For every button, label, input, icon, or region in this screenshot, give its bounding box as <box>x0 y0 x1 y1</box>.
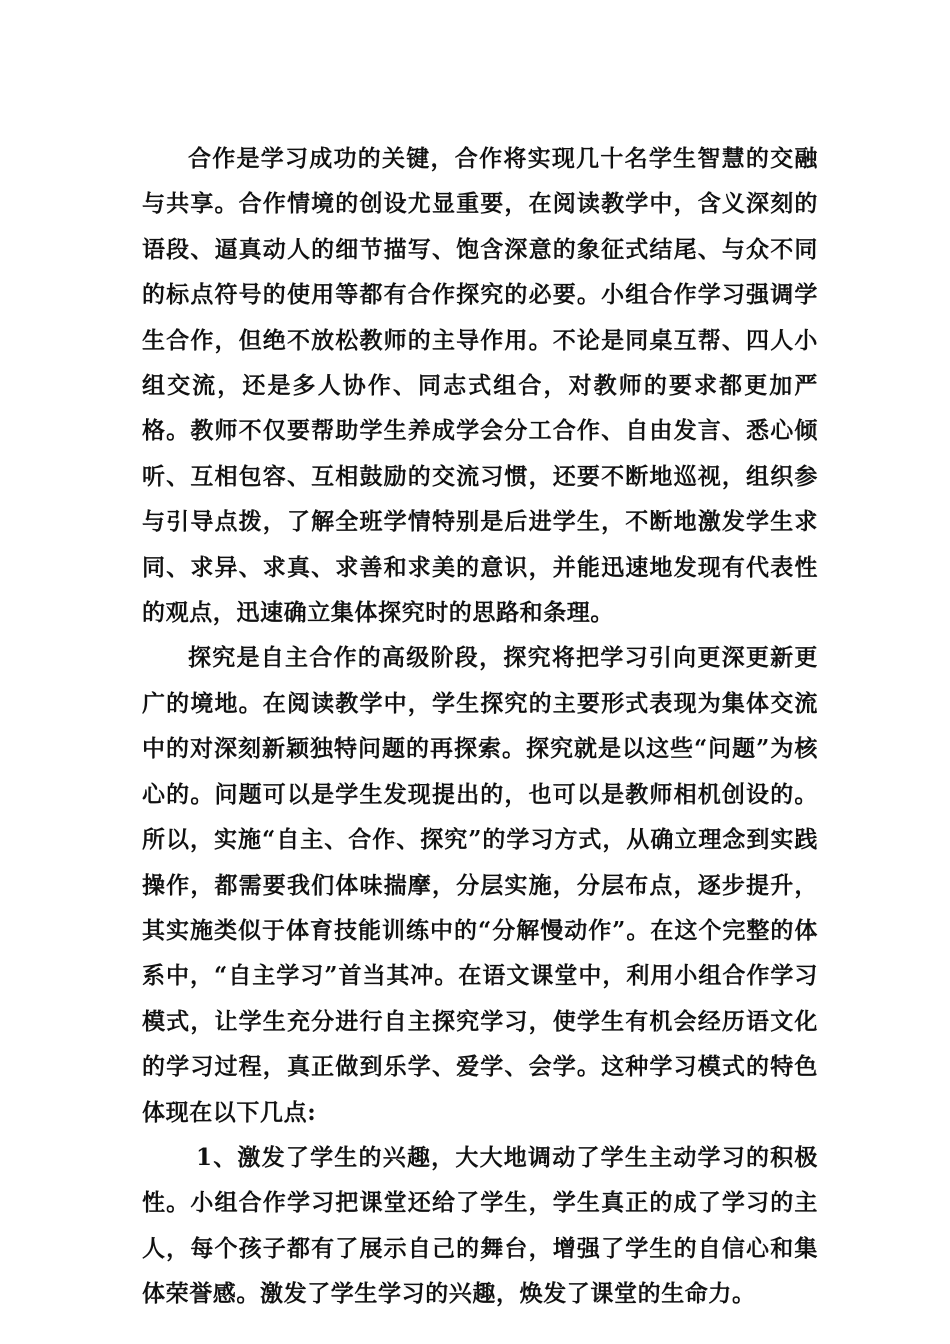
paragraph-point-1: 1、激发了学生的兴趣，大大地调动了学生主动学习的积极性。小组合作学习把课堂还给了学生，学生真正的成了学习的主人，每个孩子都有了展示自己的舞台，增强了学生的自信心和集体荣誉感。激发了学生学习的兴趣，焕发了课堂的生命力。 <box>142 1143 818 1308</box>
body-text <box>142 136 818 1317</box>
paragraph-inquiry: 探究是自主合作的高级阶段，探究将把学习引向更深更新更广的境地。在阅读教学中，学生探究的主要形式表现为集体交流中的对深刻新颖独特问题的再探索。探究就是以这些“问题”为核心的。问题可以是学生发现提出的，也可以是教师相机创设的。所以，实施“自主、合作、探究”的学习方式，从确立理念到实践操作，都需要我们体味揣摩，分层实施，分层布点，逐步提升，其实施类似于体育技能训练中的“分解慢动作”。在这个完整的体系中，“自主学习”首当其冲。在语文课堂中，利用小组合作学习模式，让学生充分进行自主探究学习，使学生有机会经历语文化的学习过程，真正做到乐学、爱学、会学。这种学习模式的特色体现在以下几点: <box>142 644 818 1126</box>
paragraph-cooperation: 合作是学习成功的关键，合作将实现几十名学生智慧的交融与共享。合作情境的创设尤显重要，在阅读教学中，含义深刻的语段、逼真动人的细节描写、饱含深意的象征式结尾、与众不同的标点符号的使用等都有合作探究的必要。小组合作学习强调学生合作，但绝不放松教师的主导作用。不论是同桌互帮、四人小组交流，还是多人协作、同志式组合，对教师的要求都更加严格。教师不仅要帮助学生养成学会分工合作、自由发言、悉心倾听、互相包容、互相鼓励的交流习惯，还要不断地巡视，组织参与引导点拨，了解全班学情特别是后进学生，不断地激发学生求同、求异、求真、求善和求美的意识，并能迅速地发现有代表性的观点，迅速确立集体探究时的思路和条理。 <box>142 145 818 627</box>
